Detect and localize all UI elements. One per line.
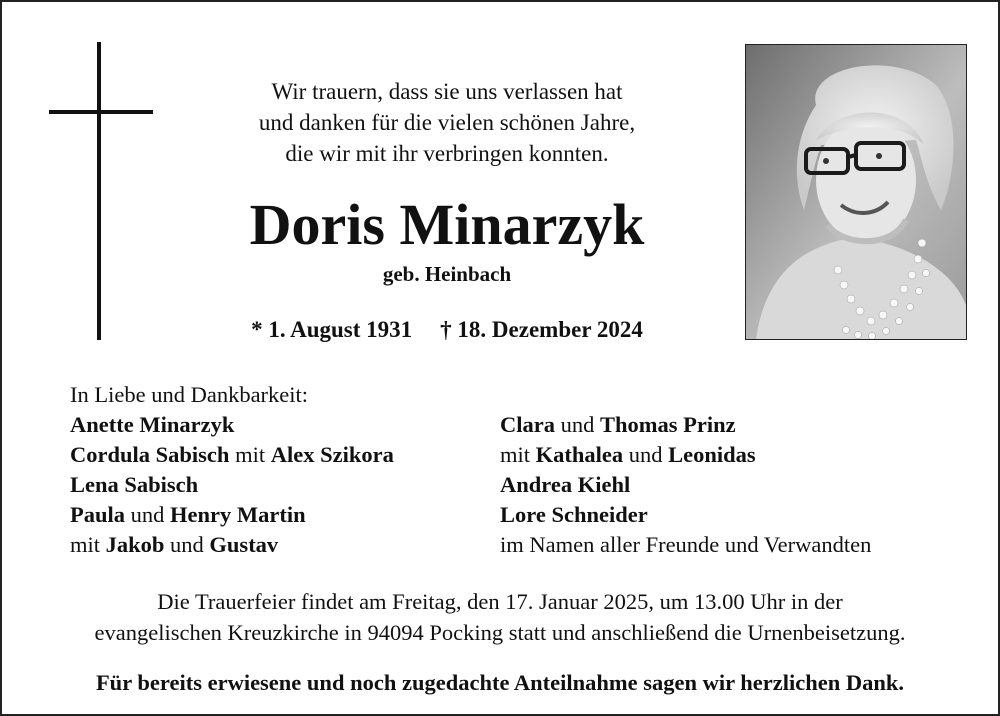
intro-line: und danken für die vielen schönen Jahre, [258, 110, 636, 135]
mourner-line: Clara und Thomas Prinz [500, 412, 736, 437]
mourner-line: Paula und Henry Martin [70, 502, 306, 527]
cross-horizontal-bar [49, 110, 153, 114]
mourner-line: Lena Sabisch [70, 472, 199, 497]
mourner-line: mit Kathalea und Leonidas [500, 442, 756, 467]
mourner-line: im Namen aller Freunde und Verwandten [500, 532, 872, 557]
life-dates [182, 317, 712, 343]
ceremony-line: Die Trauerfeier findet am Freitag, den 17. Januar 2025, um 13.00 Uhr in der [157, 589, 843, 614]
ceremony-line: evangelischen Kreuzkirche in 94094 Pocking statt und anschließend die Urnenbeisetzung. [94, 620, 906, 645]
cross-vertical-bar [97, 42, 101, 340]
mourner-line: mit Jakob und Gustav [70, 532, 279, 557]
mourners-left-column [70, 380, 394, 560]
mourners-right-column [500, 410, 871, 560]
mourner-line: Anette Minarzyk [70, 412, 235, 437]
mourner-line: Cordula Sabisch mit Alex Szikora [70, 442, 394, 467]
intro-text [182, 76, 712, 169]
mourners-heading: In Liebe und Dankbarkeit: [70, 382, 309, 407]
intro-line: die wir mit ihr verbringen konnten. [285, 141, 609, 166]
birth-date: * 1. August 1931 [251, 317, 413, 342]
mourner-line: Lore Schneider [500, 502, 648, 527]
closing-thanks: Für bereits erwiesene und noch zugedachte Anteilnahme sagen wir herzlichen Dank. [95, 670, 905, 695]
intro-line: Wir trauern, dass sie uns verlassen hat [271, 79, 623, 104]
portrait-photo [745, 44, 967, 340]
portrait-image [746, 45, 966, 339]
deceased-name: Doris Minarzyk [249, 192, 645, 257]
mourner-line: Andrea Kiehl [500, 472, 631, 497]
maiden-name: geb. Heinbach [382, 262, 512, 286]
ceremony-info [2, 586, 998, 648]
death-date: † 18. Dezember 2024 [440, 317, 643, 342]
